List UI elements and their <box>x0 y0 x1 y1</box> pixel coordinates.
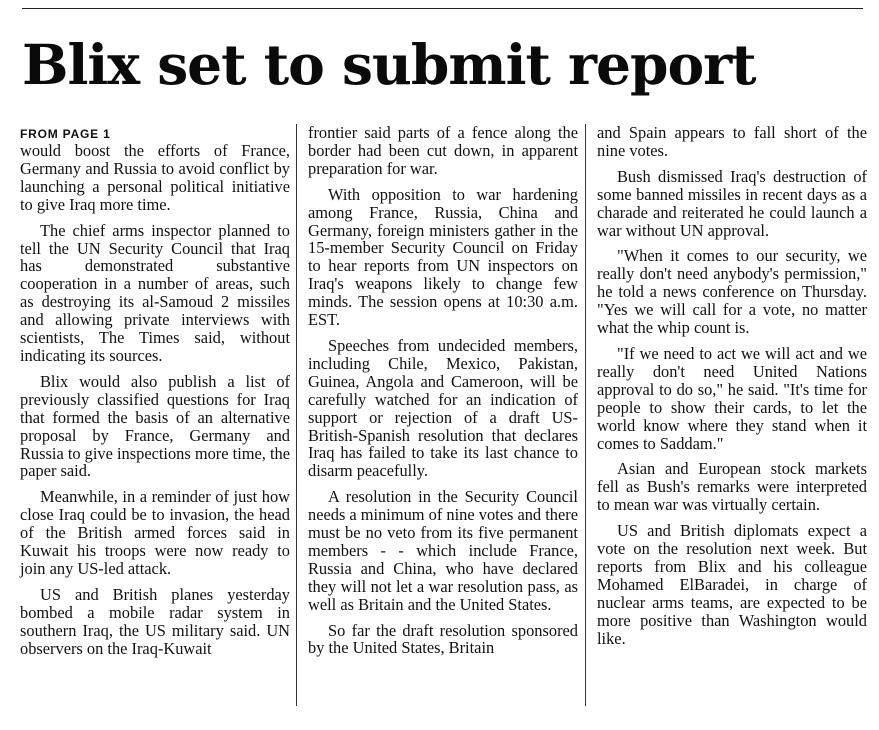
paragraph: Speeches from undecided members, including Chile, Mexico, Pakistan, Guinea, Angola and Cameroon, will be carefully watched for an indication of support or rejection of a draft US-British-Spanish resolution that declares Iraq has failed to take its last chance to disarm peacefully. <box>308 335 578 481</box>
paragraph: and Spain appears to fall short of the nine votes. <box>597 123 867 160</box>
paragraph: A resolution in the Security Council needs a minimum of nine votes and there must be no veto from its five permanent members - - which include France, Russia and China, who have declared they will not let a war resolution pass, as well as Britain and the United States. <box>308 487 578 614</box>
article-column-3 <box>597 124 867 655</box>
paragraph: US and British planes yesterday bombed a mobile radar system in southern Iraq, the US military said. UN observers on the Iraq-Kuwait <box>20 584 290 658</box>
paragraph: "If we need to act we will act and we really don't need United Nations approval to do so," he said. "It's time for people to show their cards, to let the world know where they stand when it comes to Saddam." <box>597 343 867 453</box>
paragraph: Asian and European stock markets fell as Bush's remarks were interpreted to mean war was virtually certain. <box>597 459 867 515</box>
column-divider <box>585 124 586 706</box>
paragraph: With opposition to war hardening among France, Russia, China and Germany, foreign ministers gather in the 15-member Security Council on Friday to hear reports from UN inspectors on Iraq's weapons likely to change few minds. The session opens at 10:30 a.m. EST. <box>308 184 578 330</box>
article-column-1 <box>20 124 290 665</box>
paragraph: frontier said parts of a fence along the border had been cut down, in apparent preparation for war. <box>308 123 578 178</box>
paragraph: Blix would also publish a list of previously classified questions for Iraq that formed the basis of an alternative proposal by France, Germany and Russia to give inspections more time, the paper said. <box>20 371 290 481</box>
paragraph: Meanwhile, in a reminder of just how close Iraq could be to invasion, the head of the British armed forces said in Kuwait his troops were now ready to join any US-led attack. <box>20 487 290 578</box>
column-divider <box>296 124 297 706</box>
kicker: FROM PAGE 1 <box>20 127 111 141</box>
top-rule <box>22 8 863 9</box>
article-column-2 <box>308 124 578 665</box>
paragraph: The chief arms inspector planned to tell the UN Security Council that Iraq has demonstrated substantive cooperation in a number of areas, such as destroying its al-Samoud 2 missiles and allowing private interviews with scientists, The Times said, without indicating its sources. <box>20 220 290 365</box>
paragraph: Bush dismissed Iraq's destruction of some banned missiles in recent days as a charade and reiterated he could launch a war without UN approval. <box>597 166 867 240</box>
paragraph: "When it comes to our security, we really don't need anybody's permission," he told a news conference on Thursday. "Yes we will call for a vote, no matter what the whip count is. <box>597 246 867 338</box>
paragraph: US and British diplomats expect a vote on the resolution next week. But reports from Blix and his colleague Mohamed ElBaradei, in charge of nuclear arms teams, are expected to be more positive than Washington would like. <box>597 521 867 648</box>
paragraph: So far the draft resolution sponsored by the United States, Britain <box>308 620 578 658</box>
paragraph: would boost the efforts of France, Germany and Russia to avoid conflict by launching a personal political initiative to give Iraq more time. <box>20 141 290 214</box>
headline: Blix set to submit report <box>22 32 756 97</box>
